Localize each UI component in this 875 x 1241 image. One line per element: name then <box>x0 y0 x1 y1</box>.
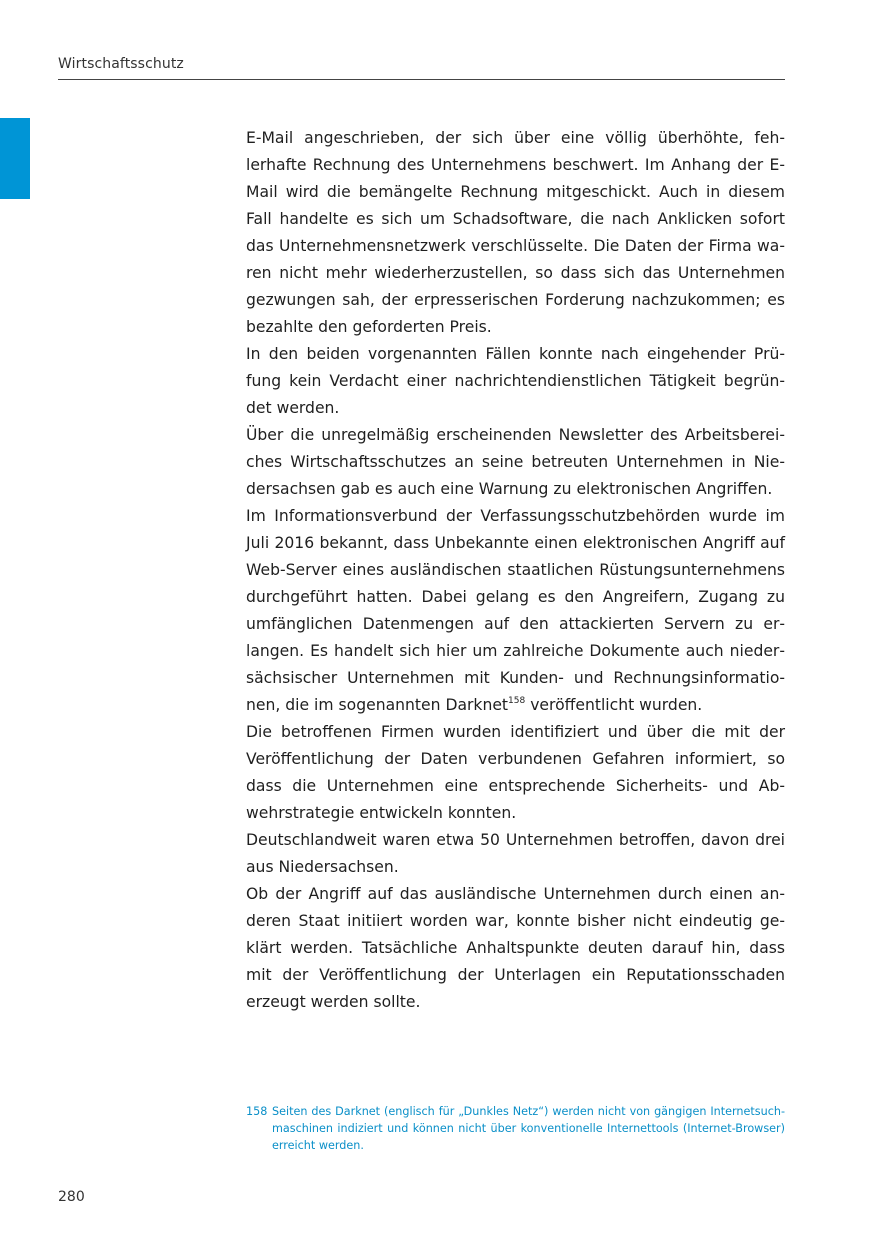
footnote-number: 158 <box>246 1105 268 1118</box>
body-text <box>246 125 785 1016</box>
header-rule <box>58 79 785 80</box>
paragraph: Deutschlandweit waren etwa 50 Unternehmen betroffen, davon drei aus Niedersachsen. <box>246 831 785 876</box>
paragraph: Über die unregelmäßig erscheinenden Newsletter des Arbeitsbereiches Wirtschaftsschutzes an seine betreuten Unternehmen in Niedersachsen gab es auch eine Warnung zu elektronischen Angriffen. <box>246 426 785 498</box>
footnote-text: Seiten des Darknet (englisch für „Dunkles Netz“) werden nicht von gängigen Internetsuchmaschinen indiziert und können nicht über konventionelle Internettools (Internet-Browser) erreicht werden. <box>272 1105 785 1152</box>
running-header: Wirtschaftsschutz <box>58 56 184 72</box>
paragraph-text-tail: veröffentlicht wurden. <box>525 696 703 714</box>
paragraph: E-Mail angeschrieben, der sich über eine völlig überhöhte, fehlerhafte Rechnung des Unternehmens beschwert. Im Anhang der E-Mail wird die bemängelte Rechnung mitgeschickt. Auch in diesem Fall handelte es sich um Schadsoftware, die nach Anklicken sofort das Unternehmensnetzwerk verschlüsselte. Die Daten der Firma waren nicht mehr wiederherzustellen, so dass sich das Unternehmen gezwungen sah, der erpresserischen Forderung nachzukommen; es bezahlte den geforderten Preis. <box>246 129 785 336</box>
paragraph: Ob der Angriff auf das ausländische Unternehmen durch einen anderen Staat initiiert worden war, konnte bisher nicht eindeutig geklärt werden. Tatsächliche Anhaltspunkte deuten darauf hin, dass mit der Veröffentlichung der Unterlagen ein Reputationsschaden erzeugt werden sollte. <box>246 885 785 1011</box>
page-number: 280 <box>58 1189 85 1205</box>
footnote-reference[interactable]: 158 <box>508 695 526 706</box>
paragraph-text: Im Informationsverbund der Verfassungsschutzbehörden wurde im Juli 2016 bekannt, dass Unbekannte einen elektronischen Angriff auf Web-Server eines ausländischen staatlichen Rüstungsunternehmens durchgeführt hatten. Dabei gelang es den Angreifern, Zugang zu umfänglichen Datenmengen auf den attackierten Servern zu erlangen. Es handelt sich hier um zahlreiche Dokumente auch niedersächsischer Unternehmen mit Kunden- und Rechnungsinformationen, die im sogenannten Darknet <box>246 507 785 714</box>
paragraph: Die betroffenen Firmen wurden identifiziert und über die mit der Veröffentlichung der Daten verbundenen Gefahren informiert, so dass die Unternehmen eine entsprechende Sicherheits- und Abwehrstrategie entwickeln konnten. <box>246 723 785 822</box>
footnote <box>246 1103 785 1154</box>
paragraph-with-footnote <box>246 503 785 719</box>
paragraph: In den beiden vorgenannten Fällen konnte nach eingehender Prüfung kein Verdacht einer nachrichtendienstlichen Tätigkeit begründet werden. <box>246 345 785 417</box>
chapter-tab-marker <box>0 118 30 199</box>
